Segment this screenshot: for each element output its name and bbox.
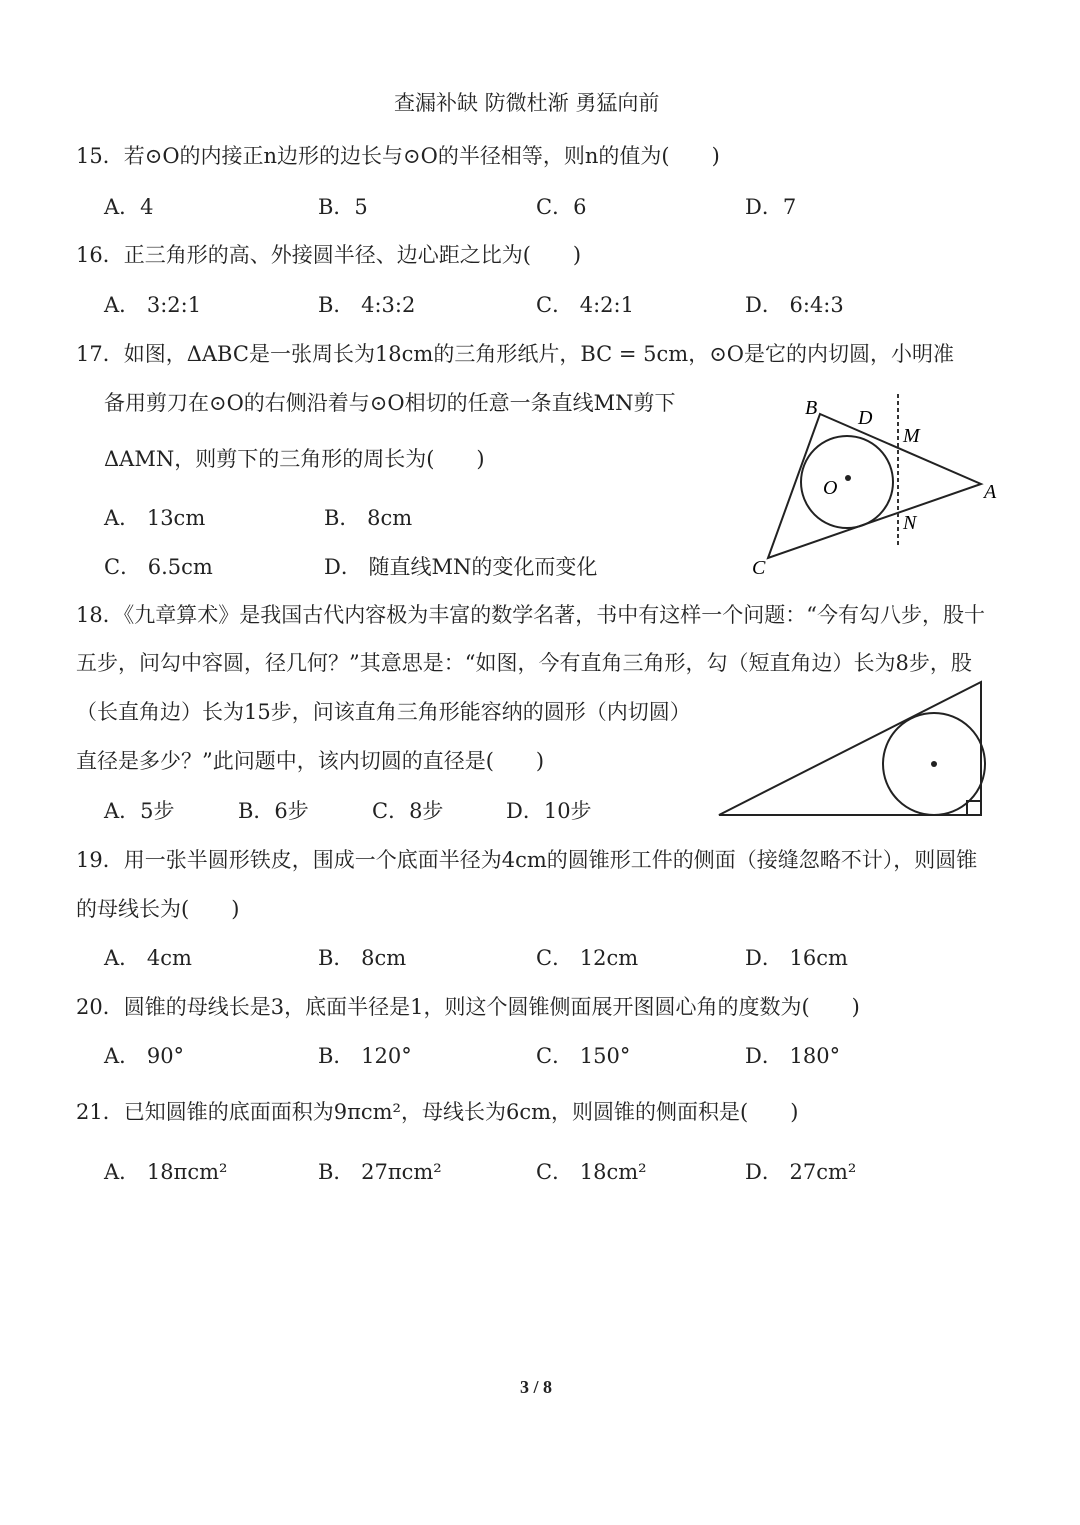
right-triangle bbox=[719, 682, 981, 815]
q20-option-c: C． 150° bbox=[536, 1044, 631, 1068]
q17-option-d: D． 随直线MN的变化而变化 bbox=[324, 555, 598, 579]
q21-option-d: D． 27cm² bbox=[745, 1160, 857, 1184]
q19-option-c: C． 12cm bbox=[536, 946, 639, 970]
q21-option-a: A． 18πcm² bbox=[104, 1160, 228, 1184]
q18-option-b: B．6步 bbox=[238, 799, 309, 823]
q20-option-b: B． 120° bbox=[318, 1044, 412, 1068]
question-18-line-4: 直径是多少？”此问题中，该内切圆的直径是( ) bbox=[76, 749, 545, 773]
q21-option-b: B． 27πcm² bbox=[318, 1160, 442, 1184]
question-15-text: 15．若⊙O的内接正n边形的边长与⊙O的半径相等，则n的值为( ) bbox=[76, 144, 720, 168]
question-18-line-3: （长直角边）长为15步，问该直角三角形能容纳的圆形（内切圆） bbox=[76, 700, 691, 724]
q17-option-c: C． 6.5cm bbox=[104, 555, 213, 579]
page-number: 3 / 8 bbox=[520, 1377, 553, 1397]
triangle-abc bbox=[768, 414, 981, 558]
q18-option-d: D．10步 bbox=[506, 799, 592, 823]
question-17-line-3: ΔAMN，则剪下的三角形的周长为( ) bbox=[104, 447, 485, 471]
question-21-text: 21．已知圆锥的底面面积为9πcm²，母线长为6cm，则圆锥的侧面积是( ) bbox=[76, 1100, 799, 1124]
q17-option-b: B． 8cm bbox=[324, 506, 413, 530]
circle-center-point bbox=[931, 761, 937, 767]
q16-option-d: D． 6:4:3 bbox=[745, 293, 844, 317]
q15-option-b: B．5 bbox=[318, 195, 368, 219]
q18-option-a: A．5步 bbox=[104, 799, 175, 823]
question-17-line-1: 17．如图，ΔABC是一张周长为18cm的三角形纸片，BC = 5cm，⊙O是它的内切圆，小明准 bbox=[76, 342, 955, 366]
question-20-text: 20．圆锥的母线长是3，底面半径是1，则这个圆锥侧面展开图圆心角的度数为( ) bbox=[76, 995, 860, 1019]
q21-option-c: C． 18cm² bbox=[536, 1160, 647, 1184]
right-angle-mark bbox=[967, 801, 981, 815]
label-b: B bbox=[805, 397, 818, 419]
label-o: O bbox=[823, 477, 838, 499]
label-d: D bbox=[858, 407, 873, 429]
question-17-line-2: 备用剪刀在⊙O的右侧沿着与⊙O相切的任意一条直线MN剪下 bbox=[104, 391, 676, 415]
center-point-o bbox=[845, 475, 851, 481]
label-a: A bbox=[984, 481, 997, 503]
q18-right-triangle-figure bbox=[715, 678, 985, 818]
q20-option-d: D． 180° bbox=[745, 1044, 841, 1068]
q19-option-d: D． 16cm bbox=[745, 946, 848, 970]
q18-option-c: C．8步 bbox=[372, 799, 444, 823]
incircle-o bbox=[801, 436, 893, 528]
label-m: M bbox=[903, 425, 920, 447]
q17-option-a: A． 13cm bbox=[104, 506, 206, 530]
label-n: N bbox=[903, 512, 917, 534]
q17-triangle-figure bbox=[748, 386, 1008, 586]
label-c: C bbox=[752, 557, 766, 579]
question-19-line-2: 的母线长为( ) bbox=[76, 897, 240, 921]
question-19-line-1: 19．用一张半圆形铁皮，围成一个底面半径为4cm的圆锥形工件的侧面（接缝忽略不计），则圆锥 bbox=[76, 848, 978, 872]
q15-option-d: D．7 bbox=[745, 195, 797, 219]
question-18-line-1: 18．《九章算术》是我国古代内容极为丰富的数学名著，书中有这样一个问题：“今有勾八步，股十 bbox=[76, 603, 985, 627]
q16-option-b: B． 4:3:2 bbox=[318, 293, 416, 317]
q16-option-c: C． 4:2:1 bbox=[536, 293, 634, 317]
question-16-text: 16．正三角形的高、外接圆半径、边心距之比为( ) bbox=[76, 243, 582, 267]
q19-option-b: B． 8cm bbox=[318, 946, 407, 970]
q15-option-a: A．4 bbox=[104, 195, 154, 219]
page-header: 查漏补缺 防微杜渐 勇猛向前 bbox=[394, 91, 660, 115]
q19-option-a: A． 4cm bbox=[104, 946, 192, 970]
question-18-line-2: 五步，问勾中容圆，径几何？”其意思是：“如图，今有直角三角形，勾（短直角边）长为8步，股 bbox=[76, 651, 972, 675]
q15-option-c: C．6 bbox=[536, 195, 587, 219]
q20-option-a: A． 90° bbox=[104, 1044, 185, 1068]
q16-option-a: A． 3:2:1 bbox=[104, 293, 202, 317]
